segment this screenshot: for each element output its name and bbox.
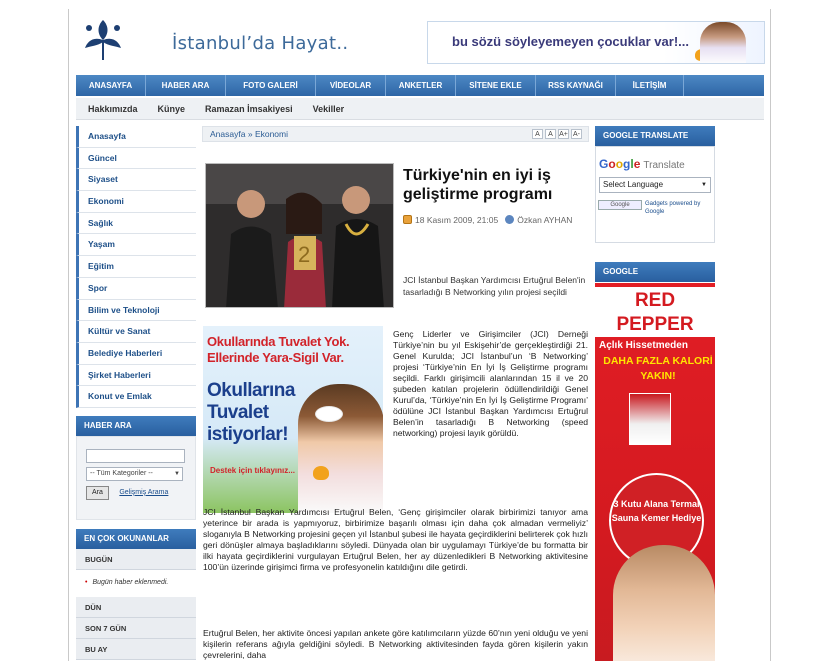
charity-ad-cta: Destek için tıklayınız...	[210, 466, 295, 475]
font-reset-button[interactable]: A	[532, 129, 543, 139]
user-icon	[505, 215, 514, 224]
main-nav	[76, 75, 764, 96]
sub-nav	[76, 98, 764, 120]
charity-ad-girl-image	[298, 384, 383, 513]
article-date: 18 Kasım 2009, 21:05	[415, 215, 499, 225]
hair-bow-image	[315, 406, 343, 422]
google-translate-widget	[595, 146, 715, 243]
menu-item[interactable]: Belediye Haberleri	[76, 343, 196, 365]
breadcrumb-category[interactable]: Ekonomi	[254, 129, 289, 139]
tulip-logo-icon[interactable]	[79, 16, 127, 62]
top-banner-text: bu sözü söyleyemeyen çocuklar var!...	[452, 34, 689, 49]
left-sidebar	[76, 126, 196, 660]
article-headline: Türkiye'nin en iyi iş geliştirme programı	[403, 167, 553, 203]
top-banner-ad[interactable]	[427, 21, 765, 64]
red-pepper-brand: RED PEPPER	[595, 287, 715, 337]
model-image	[613, 545, 715, 661]
tab-dun[interactable]: DÜN	[76, 597, 196, 618]
advanced-search-link[interactable]: Gelişmiş Arama	[119, 488, 169, 496]
font-normal-button[interactable]: A	[545, 129, 556, 139]
menu-item[interactable]: Sağlık	[76, 213, 196, 235]
add-to-google-button[interactable]: Google	[598, 200, 642, 210]
red-pepper-ad[interactable]	[595, 283, 715, 661]
article-paragraph-3: Ertuğrul Belen, her aktivite öncesi yapılan ankete göre katılımcıların yüzde 60’nın yeni olduğu ve yeni kişilerin referans ağıyla geldiğini söyledi. B Networking aktivitesinden fayda gören kişilerin yakın çevrelerini, daha	[203, 628, 588, 660]
category-select[interactable]: -- Tüm Kategoriler -- ▼	[86, 467, 183, 481]
svg-text:2: 2	[298, 242, 311, 267]
menu-item[interactable]: Siyaset	[76, 169, 196, 191]
font-size-controls	[532, 129, 582, 139]
right-sidebar	[595, 126, 715, 661]
tab-bu-ay[interactable]: BU AY	[76, 639, 196, 660]
menu-item[interactable]: Yaşam	[76, 234, 196, 256]
menu-item[interactable]: Kültür ve Sanat	[76, 321, 196, 343]
tab-bugun[interactable]: BUGÜN	[76, 549, 196, 570]
article-author[interactable]: Özkan AYHAN	[517, 215, 573, 225]
search-input[interactable]	[86, 449, 185, 463]
menu-item[interactable]: Güncel	[76, 148, 196, 170]
subnav-kunye[interactable]: Künye	[157, 103, 186, 114]
article-summary: JCI İstanbul Başkan Yardımcısı Ertuğrul Belen'in tasarladığı B Networking yılın projesi seçildi	[403, 275, 586, 297]
nav-iletisim[interactable]: İLETİŞİM	[616, 75, 684, 96]
article-meta	[403, 214, 588, 226]
nav-haber-ara[interactable]: HABER ARA	[146, 75, 226, 96]
menu-item[interactable]: Şirket Haberleri	[76, 365, 196, 387]
article	[202, 126, 589, 660]
article-paragraph-2: JCI İstanbul Başkan Yardımcısı Ertuğrul Belen, ‘Genç girişimciler olarak birbirimizi tanıyor ama yeterince bir arada is yapmıyoruz, birbirimize başarılı olması için daha çok almadan vermeliyiz’ sloganıyla B Networking projesini geçen yıl İstanbul şubesi ile hayata geçirdiklerini belirterek çok hızlı geri dönüşler almaya başladıklarını söyledi. Dünyada olan bir uygulamayı Türkiye’de bu formatta bir ilki hayata geçirdiklerini vurgulayan Ertuğrul Belen, her ay düzenledikleri B Networking aktivitesine 100’ün üzerinde girişimci firma ve profesyonelin katıldığını dile getirdi.	[203, 507, 588, 572]
tab-son-7-gun[interactable]: SON 7 GÜN	[76, 618, 196, 639]
red-pepper-slogan-1: Açlık Hissetmeden	[599, 340, 688, 351]
nav-anasayfa[interactable]: ANASAYFA	[76, 75, 146, 96]
award-photo-image	[206, 164, 394, 308]
charity-ad-line2: Okullarına Tuvalet istiyorlar!	[207, 380, 295, 445]
search-button[interactable]: Ara	[86, 486, 109, 500]
category-menu	[76, 126, 196, 408]
subnav-ramazan[interactable]: Ramazan İmsakiyesi	[205, 103, 293, 114]
site-header	[69, 9, 770, 73]
butterfly-icon	[313, 466, 329, 480]
subnav-vekiller[interactable]: Vekiller	[312, 103, 345, 114]
red-pepper-slogan-2: DAHA FAZLA KALORİ YAKIN!	[603, 355, 713, 382]
charity-ad[interactable]	[203, 326, 383, 513]
gadgets-powered	[598, 200, 712, 216]
language-select[interactable]: Select Language ▼	[599, 177, 711, 193]
page-frame	[68, 9, 771, 661]
nav-sitene-ekle[interactable]: SİTENE EKLE	[456, 75, 536, 96]
article-photo[interactable]	[205, 163, 394, 308]
nav-anketler[interactable]: ANKETLER	[386, 75, 456, 96]
breadcrumb-separator: »	[247, 129, 253, 139]
menu-item[interactable]: Bilim ve Teknoloji	[76, 300, 196, 322]
calendar-icon	[403, 215, 412, 224]
site-title[interactable]: İstanbul’da Hayat..	[172, 33, 349, 54]
gadgets-powered-text[interactable]: Gadgets powered by Google	[645, 201, 701, 215]
font-increase-button[interactable]: A+	[559, 131, 568, 138]
google-title: GOOGLE	[595, 262, 715, 282]
search-box-title: HABER ARA	[76, 416, 196, 436]
nav-foto-galeri[interactable]: FOTO GALERİ	[226, 75, 316, 96]
product-pack-image	[629, 393, 671, 445]
nav-videolar[interactable]: VİDEOLAR	[316, 75, 386, 96]
banner-girl-image	[700, 22, 746, 64]
menu-item[interactable]: Konut ve Emlak	[76, 386, 196, 408]
menu-item[interactable]: Spor	[76, 278, 196, 300]
breadcrumb	[202, 126, 589, 142]
search-box	[76, 436, 196, 520]
menu-item[interactable]: Eğitim	[76, 256, 196, 278]
no-news-text: • Bugün haber eklenmedi.	[76, 570, 196, 597]
font-decrease-button[interactable]: A-	[573, 131, 580, 138]
menu-item[interactable]: Anasayfa	[76, 126, 196, 148]
article-paragraph-1: Genç Liderler ve Girişimciler (JCI) Derneği Türkiye’nin bu yıl Eskişehir’de gerçekleştirdiği 21. Genel Kurulda; JCI İstanbul’un ‘B Networking’ projesi ‘Türkiye’nin En İyi İş Geliştirme programı seçildi. Farklı girişimcili alanlarından 15 il ve 20 şubeden katılan projelerin ödüllendirildiği Genel Kurul’da, ‘Türkiye’nin En İyi İş Geliştirme Programı’ ödülüne JCI İstanbul Başkan Yardımcısı Ertuğrul Belen’in tasarladığı B Networking (speed networking) projesi layık görüldü.	[393, 329, 588, 438]
translate-title: GOOGLE TRANSLATE	[595, 126, 715, 146]
google-logo: Google Translate	[599, 157, 685, 171]
charity-ad-line1: Okullarında Tuvalet Yok. Ellerinde Yara-Sigil Var.	[207, 334, 350, 365]
subnav-hakkimizda[interactable]: Hakkımızda	[88, 103, 138, 114]
menu-item[interactable]: Ekonomi	[76, 191, 196, 213]
gift-badge: 3 Kutu Alana Termal Sauna Kemer Hediye	[609, 473, 704, 568]
nav-rss-kaynagi[interactable]: RSS KAYNAĞI	[536, 75, 616, 96]
breadcrumb-home[interactable]: Anasayfa	[210, 129, 246, 139]
translate-word: Translate	[643, 160, 685, 171]
most-read-title: EN ÇOK OKUNANLAR	[76, 529, 196, 549]
